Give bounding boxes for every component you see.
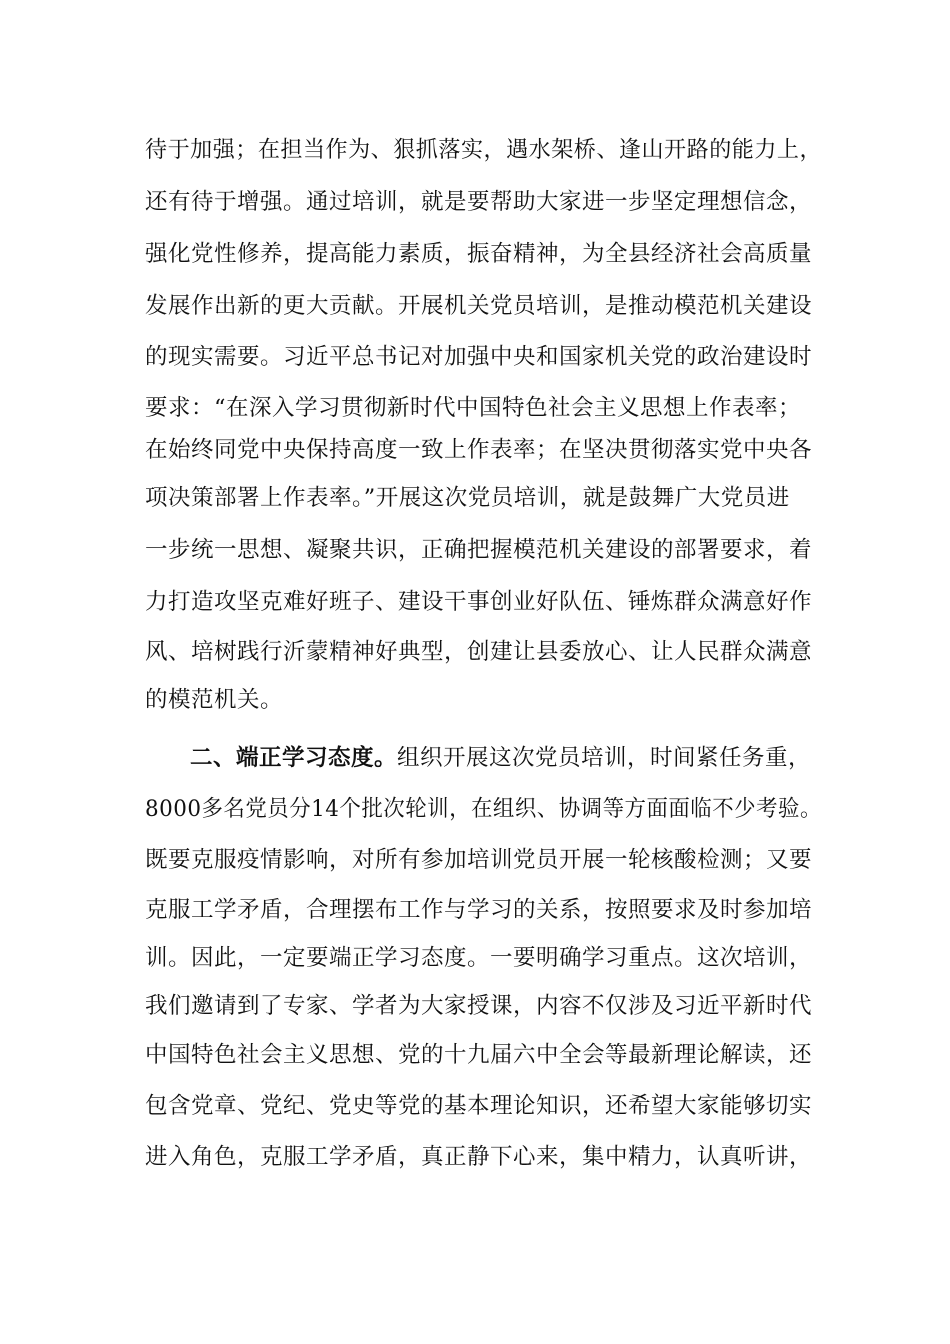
paragraph-line: 发展作出新的更大贡献。开展机关党员培训，是推动模范机关建设 [145,293,813,319]
paragraph-line: 训。因此，一定要端正学习态度。一要明确学习重点。这次培训， [145,945,813,971]
paragraph-line: 的现实需要。习近平总书记对加强中央和国家机关党的政治建设时 [145,344,813,370]
paragraph-line: 8000多名党员分14个批次轮训，在组织、协调等方面面临不少考验。 [145,796,822,822]
paragraph-line: 强化党性修养，提高能力素质，振奋精神，为全县经济社会高质量 [145,241,813,267]
paragraph-line: 我们邀请到了专家、学者为大家授课，内容不仅涉及习近平新时代 [145,993,813,1019]
paragraph-line: 项决策部署上作表率。”开展这次党员培训，就是鼓舞广大党员进 [145,485,790,511]
paragraph-line: 克服工学矛盾，合理摆布工作与学习的关系，按照要求及时参加培 [145,897,813,923]
paragraph-line: 还有待于增强。通过培训，就是要帮助大家进一步坚定理想信念， [145,189,813,215]
section-heading: 二、端正学习态度。 [190,745,398,771]
paragraph-line: 在始终同党中央保持高度一致上作表率；在坚决贯彻落实党中央各 [145,437,813,463]
paragraph-line: 力打造攻坚克难好班子、建设干事创业好队伍、锤炼群众满意好作 [145,589,813,615]
section-heading-line [190,738,811,778]
paragraph-line: 风、培树践行沂蒙精神好典型，创建让县委放心、让人民群众满意 [145,639,813,665]
paragraph-line: 的模范机关。 [145,687,284,713]
paragraph-line: 进入角色，克服工学矛盾，真正静下心来，集中精力，认真听讲， [145,1144,813,1170]
paragraph-line: 待于加强；在担当作为、狠抓落实，遇水架桥、逢山开路的能力上， [145,137,823,163]
paragraph-line: 包含党章、党纪、党史等党的基本理论知识，还希望大家能够切实 [145,1093,813,1119]
paragraph-line: 一步统一思想、凝聚共识，正确把握模范机关建设的部署要求，着 [145,537,813,563]
section-heading-rest: 组织开展这次党员培训，时间紧任务重， [397,745,812,771]
paragraph-line: 要求：“在深入学习贯彻新时代中国特色社会主义思想上作表率； [145,395,802,421]
paragraph-line: 既要克服疫情影响，对所有参加培训党员开展一轮核酸检测；又要 [145,847,813,873]
paragraph-line: 中国特色社会主义思想、党的十九届六中全会等最新理论解读，还 [145,1042,813,1068]
